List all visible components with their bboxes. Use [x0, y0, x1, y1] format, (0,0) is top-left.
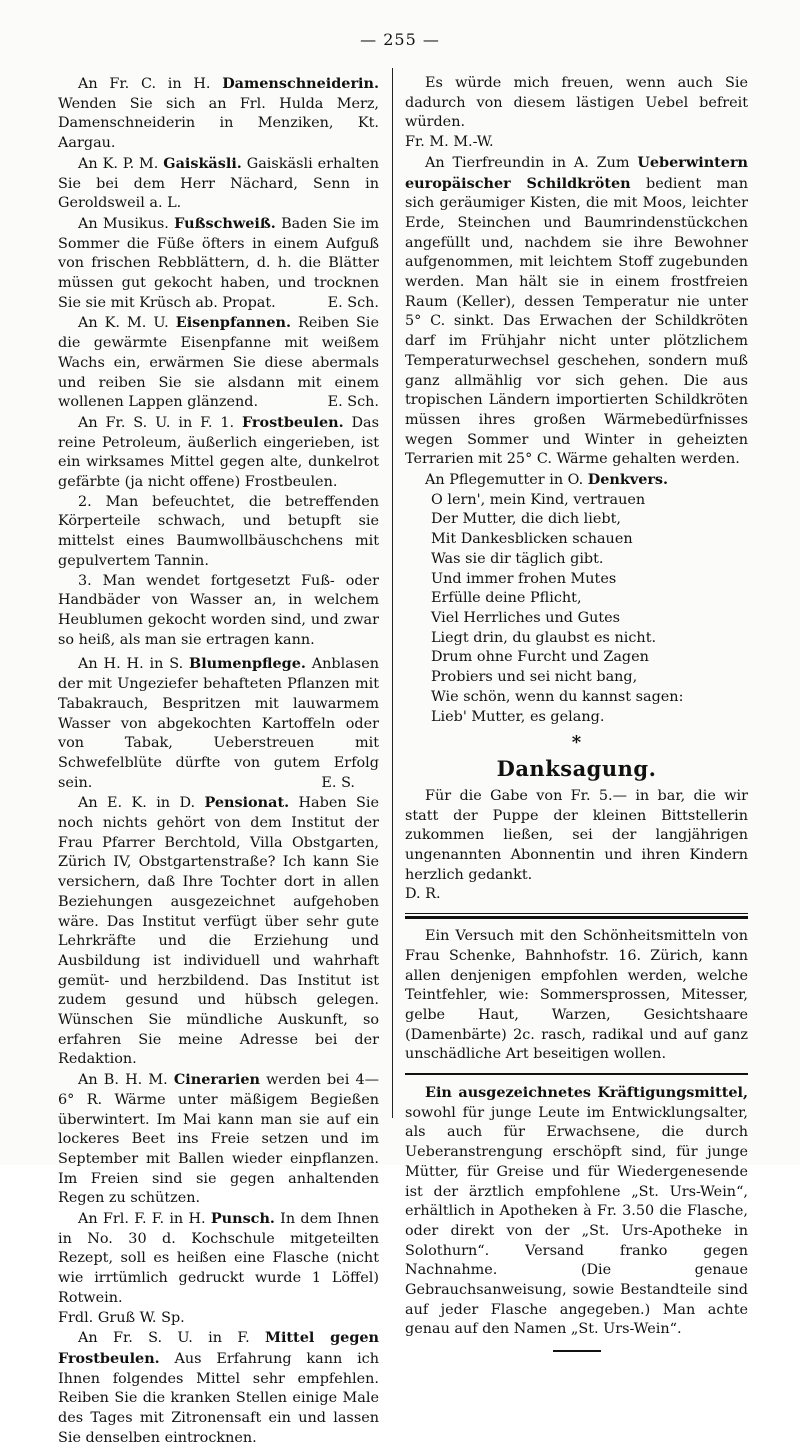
section-star: *	[571, 732, 582, 754]
entry-address: An Pflegemutter in O.	[425, 472, 588, 489]
right-column	[405, 74, 748, 1352]
entry-address: An Musikus.	[78, 215, 175, 232]
entry-denkvers	[405, 470, 748, 491]
entry-signature: E. Sch.	[327, 394, 379, 411]
entry-address: An K. P. M.	[78, 155, 164, 172]
ad-keyword: Ein ausgezeichnetes Kräftigungsmittel,	[425, 1084, 748, 1102]
poem-line: Der Mutter, die dich liebt,	[431, 511, 621, 528]
advertisement-urs-wein	[405, 1083, 748, 1340]
poem-line: Erfülle deine Pflicht,	[431, 590, 582, 607]
entry-text: bedient man sich geräumiger Kisten, die mit Moos, leichter Erde, Steinchen und Baumrindenstückchen angefüllt und, nachdem sie ihre Bewohner aufgenommen, mit leichtem Stoff zugebunden werden. Man hält sie in einem frostfreien Raum (Keller), dessen Temperatur nie unter 5° C. sinkt. Das Erwachen der Schildkröten darf im Frühjahr nicht unter plötzlichem Temperaturwechsel geschehen, sondern muß ganz allmählig vor sich gehen. Die aus tropischen Ländern importierten Schildkröten müssen ihres großen Wärmebedürfnisses wegen Sommer und Winter in geheizten Terrarien mit 25° C. Wärme gehalten werden.	[405, 175, 748, 468]
thanks-text: Für die Gabe von Fr. 5.— in bar, die wir statt der Puppe der kleinen Bittstellerin zukommen ließen, sei der langjährigen ungenannten Abonnentin und ihren Kindern herzlich gedankt.	[405, 787, 748, 883]
entry-keyword: Denkvers.	[587, 471, 669, 489]
entry-frostbeulen	[58, 413, 379, 493]
entry-text: Aus Erfahrung kann ich Ihnen folgendes Mittel sehr empfehlen. Reiben Sie die kranken Stellen einige Male des Tages mit Zitronensaft ein und lassen Sie denselben eintrocknen.	[58, 1351, 379, 1446]
poem-line: O lern', mein Kind, vertrauen	[431, 491, 646, 508]
entry-address: An E. K. in D.	[78, 795, 205, 812]
entry-address: An Fr. S. U. in F. 1.	[78, 414, 242, 431]
entry-address: An H. H. in S.	[78, 656, 190, 673]
end-rule	[553, 1350, 601, 1352]
entry-frostbeulen-2: 2. Man befeuchtet, die betreffenden Körperteile schwach, und betupft sie mittelst eines Baumwollbäuschchens mit gepulvertem Tannin.	[58, 493, 379, 569]
entry-keyword: Frostbeulen.	[241, 413, 344, 431]
entry-schildkroeten	[405, 153, 748, 470]
entry-address: An B. H. M.	[78, 1072, 174, 1089]
entry-mittel-frostbeulen	[58, 1328, 379, 1448]
entry-address: An Tierfreundin in A. Zum	[425, 154, 638, 171]
entry-text: Wenden Sie sich an Frl. Hulda Merz, Damenschneiderin in Menziken, Kt. Aargau.	[58, 95, 379, 152]
entry-keyword: Mittel gegen Frostbeulen.	[58, 1329, 379, 1367]
entry-keyword: Blumenpflege.	[189, 655, 306, 673]
entry-keyword: Pensionat.	[204, 794, 290, 812]
entry-signature: E. Sch.	[327, 294, 379, 311]
column-divider	[392, 68, 393, 1118]
entry-address: An K. M. U.	[78, 315, 176, 332]
entry-keyword: Damenschneiderin.	[222, 75, 379, 92]
thanks-signature: D. R.	[405, 886, 441, 903]
poem-line: Viel Herrliches und Gutes	[431, 609, 621, 626]
left-column	[58, 74, 379, 1449]
entry-text: Das reine Petroleum, äußerlich eingerieben, ist ein wirksames Mittel gegen alte, dunkelrot gefärbte (ja nicht offene) Frostbeulen.	[58, 414, 379, 491]
ad-text: sowohl für junge Leute im Entwicklungsalter, als auch für Erwachsene, die durch Ueberanstrengung erschöpft sind, für junge Mütter, für Greise und für Wiedergenesende ist der ärztlich empfohlene „St. Urs-Wein“, erhältlich in Apotheken à Fr. 3.50 die Flasche, oder direkt von der „St. Urs-Apotheke in Solothurn“. Versand franko gegen Nachnahme. (Die genaue Gebrauchsanweisung, sowie Bestandteile sind auf jeder Flasche angegeben.) Man achte genau auf den Namen „St. Urs-Wein“.	[405, 1104, 748, 1338]
entry-frostbeulen-3: 3. Man wendet fortgesetzt Fuß- oder Handbäder von Wasser an, in welchem Heublumen gekocht worden sind, und zwar so heiß, als man sie ertragen kann.	[58, 572, 379, 648]
poem	[431, 491, 748, 727]
thanks-heading: Danksagung.	[496, 755, 657, 781]
poem-line: Liegt drin, du glaubst es nicht.	[431, 629, 657, 646]
poem-line: Und immer frohen Mutes	[431, 570, 617, 587]
entry-keyword: Eisenpfannen.	[175, 314, 292, 332]
entry-text: Reiben Sie die gewärmte Eisenpfanne mit weißem Wachs ein, erwärmen Sie diese abermals und reiben Sie sie alsdann mit einem wollenen Lappen glänzend.	[58, 315, 379, 411]
entry-keyword: Gaiskäsli.	[163, 154, 242, 172]
entry-signature: E. S.	[321, 774, 355, 791]
poem-line: Mit Dankesblicken schauen	[431, 531, 633, 548]
entry-address: An Fr. S. U. in F.	[78, 1330, 266, 1347]
entry-text: werden bei 4—6° R. Wärme unter mäßigem Begießen überwintert. Im Mai kann man sie auf ein lockeres Beet ins Freie setzen und im September mit Ballen wieder einpflanzen. Im Freien sind sie gegen anhaltenden Regen zu schützen.	[58, 1072, 379, 1207]
entry-address: An Frl. F. F. in H.	[78, 1211, 211, 1228]
poem-line: Lieb' Mutter, es gelang.	[431, 708, 605, 725]
entry-text: Baden Sie im Sommer die Füße öfters in einem Aufguß von frischen Rebblättern, d. h. die Blätter müssen gut gekocht haben, und trocknen Sie sie mit Krüsch ab. Propat.	[58, 215, 380, 311]
page-number: — 255 —	[360, 30, 440, 49]
entry-continuation: Es würde mich freuen, wenn auch Sie dadurch von diesem lästigen Uebel befreit würden.	[405, 75, 748, 131]
poem-line: Wie schön, wenn du kannst sagen:	[431, 688, 684, 705]
entry-fussschweiss	[58, 214, 379, 314]
entry-text: Haben Sie noch nichts gehört von dem Institut der Frau Pfarrer Berchtold, Villa Obstgarten, Zürich IV, Obstgartenstraße? Ich kann Sie versichern, daß Ihre Tochter dort in allen Beziehungen ausgezeichnet aufgehoben wäre. Das Institut verfügt über sehr gute Lehrkräfte und die Erziehung und Ausbildung ist individuell und wahrhaft gemüt- und herzbildend. Das Institut ist zudem gesund und hübsch gelegen. Wünschen Sie mündliche Auskunft, so erfahren Sie meine Adresse bei der Redaktion.	[58, 795, 379, 1068]
advertisement-schoenheitsmittel: Ein Versuch mit den Schönheitsmitteln von Frau Schenke, Bahnhofstr. 16. Zürich, kann allen denjenigen empfohlen werden, welche Teintfehler, wie: Sommersprossen, Mitesser, gelbe Haut, Warzen, Gesichtshaare (Damenbärte) 2c. rasch, radikal und auf ganz unschädliche Art beseitigen wollen.	[405, 928, 748, 1063]
poem-line: Was sie dir täglich gibt.	[431, 550, 604, 567]
entry-keyword: Fußschweiß.	[174, 214, 276, 232]
entry-text: Anblasen der mit Ungeziefer behafteten Pflanzen mit Tabakrauch, Bespritzen mit lauwarmem Wasser von abgekochten Kartoffeln oder von Tabak, Ueberstreuen mit Schwefelblüte dürfte von gutem Erfolg sein.	[58, 656, 379, 791]
entry-gaiskaesli	[58, 154, 379, 214]
entry-address: An Fr. C. in H.	[78, 76, 223, 92]
entry-eisenpfannen	[58, 313, 379, 413]
section-divider	[405, 1073, 748, 1075]
entry-keyword: Cinerarien	[173, 1071, 260, 1089]
poem-line: Probiers und sei nicht bang,	[431, 669, 638, 686]
entry-blumenpflege	[58, 654, 379, 793]
entry-damenschneiderin	[58, 74, 379, 154]
entry-continuation-signature: Fr. M. M.-W.	[405, 134, 494, 151]
entry-cinerarien	[58, 1070, 379, 1209]
entry-punsch	[58, 1209, 379, 1309]
entry-keyword: Ueberwintern europäischer Schildkröten	[405, 153, 748, 192]
poem-line: Drum ohne Furcht und Zagen	[431, 649, 649, 666]
entry-pensionat	[58, 793, 379, 1070]
section-divider	[405, 913, 748, 919]
entry-keyword: Punsch.	[210, 1210, 275, 1228]
entry-punsch-signature: Frdl. Gruß W. Sp.	[58, 1309, 185, 1326]
entry-text: Gaiskäsli erhalten Sie bei dem Herr Nächard, Senn in Geroldsweil a. L.	[58, 155, 379, 212]
entry-text: In dem Ihnen in No. 30 d. Kochschule mitgeteilten Rezept, soll es heißen eine Flasche (nicht wie irrtümlich gedruckt wurde 1 Löffel) Rotwein.	[58, 1211, 379, 1306]
